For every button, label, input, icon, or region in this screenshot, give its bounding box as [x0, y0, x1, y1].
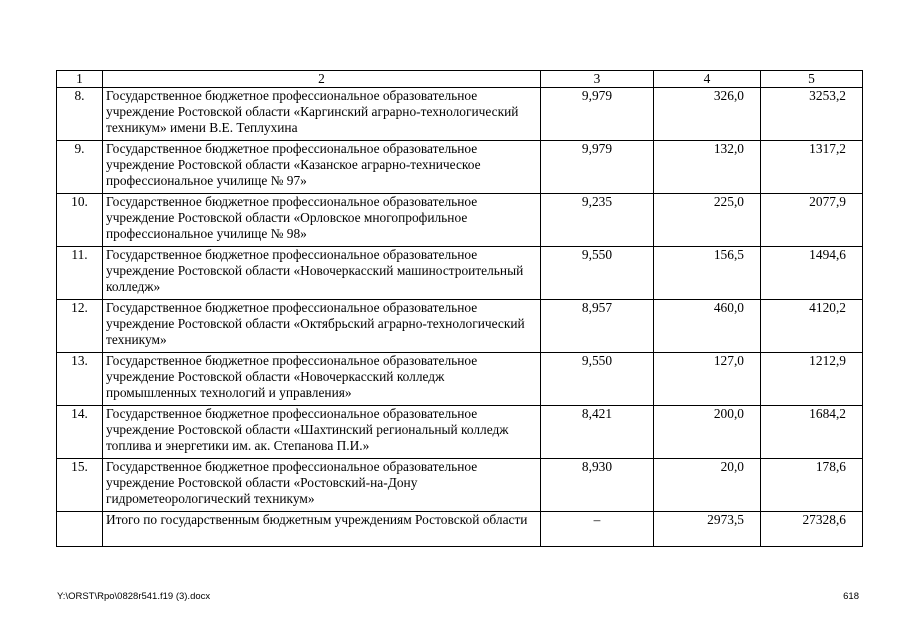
header-cell-3: 3 [541, 71, 654, 88]
value-cell-5: 1684,2 [761, 406, 863, 459]
coefficient-cell: 8,957 [541, 300, 654, 353]
coefficient-cell: 9,979 [541, 88, 654, 141]
header-cell-4: 4 [654, 71, 761, 88]
coefficient-cell: 9,550 [541, 247, 654, 300]
table-row [57, 300, 863, 353]
institution-name: Государственное бюджетное профессиональное образовательное учреждение Ростовской области «Шахтинский региональный колледж топлива и энергетики им. ак. Степанова П.И.» [103, 406, 541, 459]
row-number: 12. [57, 300, 103, 353]
budget-table [56, 70, 863, 547]
table-row [57, 141, 863, 194]
coefficient-cell: – [541, 512, 654, 547]
table-row [57, 247, 863, 300]
row-number: 14. [57, 406, 103, 459]
value-cell-5: 1212,9 [761, 353, 863, 406]
header-cell-1: 1 [57, 71, 103, 88]
table-row [57, 353, 863, 406]
value-cell-4: 225,0 [654, 194, 761, 247]
value-cell-5: 2077,9 [761, 194, 863, 247]
row-number: 8. [57, 88, 103, 141]
table-row [57, 194, 863, 247]
value-cell-5: 1494,6 [761, 247, 863, 300]
page-number: 618 [843, 591, 859, 602]
header-row [57, 71, 863, 88]
institution-name: Государственное бюджетное профессиональное образовательное учреждение Ростовской области «Ростовский-на-Дону гидрометеорологический техникум» [103, 459, 541, 512]
value-cell-5: 1317,2 [761, 141, 863, 194]
table-body [57, 71, 863, 547]
header-cell-5: 5 [761, 71, 863, 88]
total-value-4: 2973,5 [654, 512, 761, 547]
institution-name: Государственное бюджетное профессиональное образовательное учреждение Ростовской области «Каргинский аграрно-технологический техникум» имени В.Е. Теплухина [103, 88, 541, 141]
value-cell-4: 20,0 [654, 459, 761, 512]
coefficient-cell: 9,550 [541, 353, 654, 406]
coefficient-cell: 8,421 [541, 406, 654, 459]
total-label: Итого по государственным бюджетным учреждениям Ростовской области [103, 512, 541, 547]
row-number [57, 512, 103, 547]
value-cell-4: 132,0 [654, 141, 761, 194]
value-cell-4: 326,0 [654, 88, 761, 141]
value-cell-4: 460,0 [654, 300, 761, 353]
total-value-5: 27328,6 [761, 512, 863, 547]
table-row [57, 459, 863, 512]
row-number: 11. [57, 247, 103, 300]
coefficient-cell: 9,979 [541, 141, 654, 194]
coefficient-cell: 9,235 [541, 194, 654, 247]
row-number: 10. [57, 194, 103, 247]
value-cell-4: 200,0 [654, 406, 761, 459]
value-cell-4: 156,5 [654, 247, 761, 300]
institution-name: Государственное бюджетное профессиональное образовательное учреждение Ростовской области «Казанское аграрно-техническое профессиональное училище № 97» [103, 141, 541, 194]
row-number: 15. [57, 459, 103, 512]
header-cell-2: 2 [103, 71, 541, 88]
value-cell-5: 178,6 [761, 459, 863, 512]
value-cell-5: 4120,2 [761, 300, 863, 353]
row-number: 9. [57, 141, 103, 194]
value-cell-4: 127,0 [654, 353, 761, 406]
institution-name: Государственное бюджетное профессиональное образовательное учреждение Ростовской области «Новочеркасский колледж промышленных технологий и управления» [103, 353, 541, 406]
file-path: Y:\ORST\Rpo\0828r541.f19 (3).docx [57, 591, 211, 602]
value-cell-5: 3253,2 [761, 88, 863, 141]
table-row [57, 406, 863, 459]
total-row [57, 512, 863, 547]
institution-name: Государственное бюджетное профессиональное образовательное учреждение Ростовской области «Новочеркасский машиностроительный колледж» [103, 247, 541, 300]
institution-name: Государственное бюджетное профессиональное образовательное учреждение Ростовской области «Октябрьский аграрно-технологический техникум» [103, 300, 541, 353]
institution-name: Государственное бюджетное профессиональное образовательное учреждение Ростовской области «Орловское многопрофильное профессиональное училище № 98» [103, 194, 541, 247]
coefficient-cell: 8,930 [541, 459, 654, 512]
row-number: 13. [57, 353, 103, 406]
table-row [57, 88, 863, 141]
